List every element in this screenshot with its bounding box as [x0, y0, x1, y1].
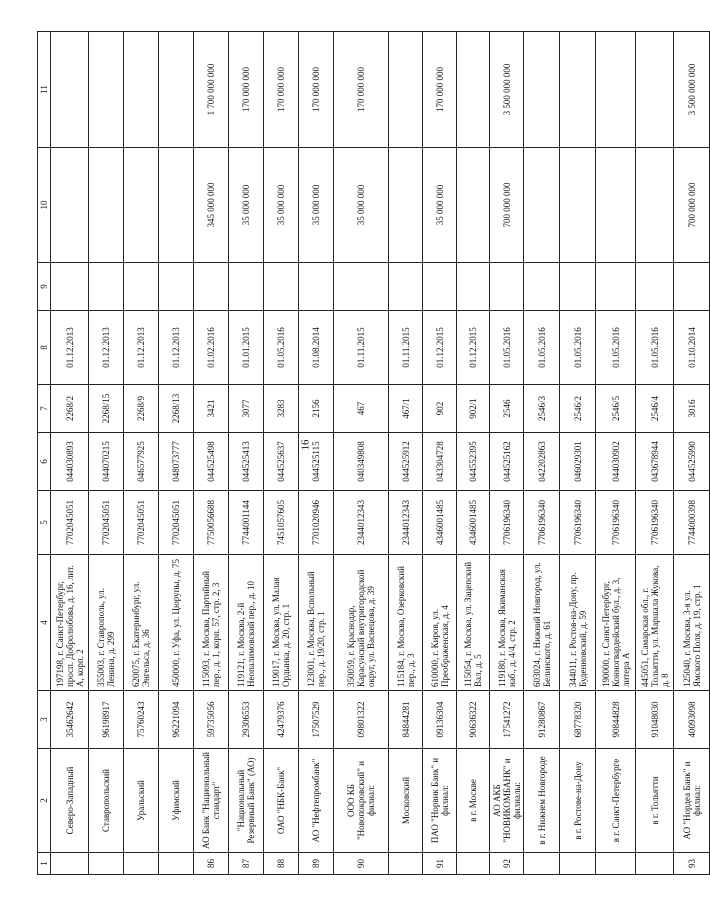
bank-name: ООО КБ "Новопокровский" и филиал:: [334, 749, 389, 853]
registration-number: 467: [334, 385, 389, 433]
table-row: [596, 32, 636, 875]
column-9-value: [560, 263, 596, 311]
table-row: [524, 32, 560, 875]
bik-code: 044525637: [264, 433, 299, 491]
inclusion-date: 01.12.2013: [124, 311, 159, 385]
column-10-value: [124, 148, 159, 263]
banks-table: [37, 31, 710, 875]
column-10-value: 35 000 000: [229, 148, 264, 263]
inclusion-date: 01.05.2016: [596, 311, 636, 385]
page-number-text: 16: [299, 439, 312, 451]
column-9-value: [636, 263, 674, 311]
registration-number: 2268/2: [51, 385, 89, 433]
okpo-code: 96221094: [159, 691, 194, 749]
column-9-value: [159, 263, 194, 311]
okpo-code: 91048030: [636, 691, 674, 749]
column-10-value: [51, 148, 89, 263]
column-10-value: 35 000 000: [423, 148, 457, 263]
row-number: 89: [299, 853, 334, 875]
bank-name: Северо-Западный: [51, 749, 89, 853]
column-9-value: [264, 263, 299, 311]
column-9-value: [490, 263, 524, 311]
inn-code: 7706196340: [560, 491, 596, 555]
column-10-value: [159, 148, 194, 263]
row-number: [560, 853, 596, 875]
column-11-value: [124, 32, 159, 148]
inclusion-date: 01.11.2015: [334, 311, 389, 385]
bank-name: в г. Санкт-Петербурге: [596, 749, 636, 853]
okpo-code: 96198917: [89, 691, 124, 749]
okpo-code: 17507529: [299, 691, 334, 749]
column-10-value: [389, 148, 423, 263]
bank-address: 115054, г. Москва, ул. Зацепский Вал, д. 5: [457, 555, 490, 691]
table-row: [389, 32, 423, 875]
column-11-value: 3 500 000 000: [490, 32, 524, 148]
row-number: 93: [674, 853, 710, 875]
bank-name: в г. Тольятти: [636, 749, 674, 853]
table-row: [89, 32, 124, 875]
bank-name: "Национальный Резервный Банк" (АО): [229, 749, 264, 853]
table-row: [124, 32, 159, 875]
bik-code: 043304728: [423, 433, 457, 491]
inn-code: 7744001144: [229, 491, 264, 555]
inclusion-date: 01.05.2016: [524, 311, 560, 385]
column-10-value: [560, 148, 596, 263]
inn-code: 4346001485: [423, 491, 457, 555]
table-row: [674, 32, 710, 875]
column-11-value: 1 700 000 000: [194, 32, 229, 148]
registration-number: 2546: [490, 385, 524, 433]
column-9-value: [674, 263, 710, 311]
registration-number: 2546/3: [524, 385, 560, 433]
okpo-code: 84844281: [389, 691, 423, 749]
okpo-code: 91280867: [524, 691, 560, 749]
inclusion-date: 01.02.2016: [194, 311, 229, 385]
okpo-code: 59735056: [194, 691, 229, 749]
column-9-value: [124, 263, 159, 311]
inclusion-date: 01.12.2013: [89, 311, 124, 385]
registration-number: 2156: [299, 385, 334, 433]
column-9-value: [194, 263, 229, 311]
okpo-code: 29306553: [229, 691, 264, 749]
column-11-value: [389, 32, 423, 148]
bank-name: ПАО "Норвик Банк" и филиал:: [423, 749, 457, 853]
bank-name: АО АКБ "НОВИКОМБАНК" и филиалы:: [490, 749, 524, 853]
bik-code: 042202863: [524, 433, 560, 491]
table-row: [299, 32, 334, 875]
rotated-table-wrapper: [37, 32, 702, 875]
bank-address: 344011, г. Ростов-на-Дону, пр. Буденновский, д. 59: [560, 555, 596, 691]
row-number: [636, 853, 674, 875]
column-header: 2: [38, 749, 51, 853]
inclusion-date: 01.12.2015: [457, 311, 490, 385]
okpo-code: 17541272: [490, 691, 524, 749]
bik-code: 044525498: [194, 433, 229, 491]
registration-number: 2268/13: [159, 385, 194, 433]
bank-name: Уфимский: [159, 749, 194, 853]
bank-address: 115184, г. Москва, Озерковский пер., д. 3: [389, 555, 423, 691]
inclusion-date: 01.05.2016: [264, 311, 299, 385]
inn-code: 7702045051: [159, 491, 194, 555]
bik-code: 043678944: [636, 433, 674, 491]
column-10-value: [89, 148, 124, 263]
column-9-value: [51, 263, 89, 311]
table-row: [457, 32, 490, 875]
registration-number: 3077: [229, 385, 264, 433]
table-row: [423, 32, 457, 875]
table-row: [490, 32, 524, 875]
bik-code: 044030902: [596, 433, 636, 491]
column-header: 3: [38, 691, 51, 749]
registration-number: 3421: [194, 385, 229, 433]
column-11-value: [636, 32, 674, 148]
inn-code: 7706196340: [596, 491, 636, 555]
okpo-code: 42479376: [264, 691, 299, 749]
bank-name: в г. Москве: [457, 749, 490, 853]
row-number: [51, 853, 89, 875]
table-row: [229, 32, 264, 875]
bik-code: 044552395: [457, 433, 490, 491]
row-number: 92: [490, 853, 524, 875]
inclusion-date: 01.10.2014: [674, 311, 710, 385]
column-11-value: 170 000 000: [334, 32, 389, 148]
inclusion-date: 01.11.2015: [389, 311, 423, 385]
column-11-value: [560, 32, 596, 148]
inclusion-date: 01.12.2013: [159, 311, 194, 385]
inclusion-date: 01.12.2013: [51, 311, 89, 385]
bank-name: в г. Нижнем Новгороде: [524, 749, 560, 853]
column-9-value: [299, 263, 334, 311]
row-number: 87: [229, 853, 264, 875]
bik-code: 048073777: [159, 433, 194, 491]
inn-code: 7701020946: [299, 491, 334, 555]
bank-address: 115093, г. Москва, Партийный пер., д. 1, корп. 57, стр. 2, 3: [194, 555, 229, 691]
bank-name: АО "Нефтепромбанк": [299, 749, 334, 853]
bik-code: 044525115: [299, 433, 334, 491]
bik-code: 044525912: [389, 433, 423, 491]
registration-number: 2546/2: [560, 385, 596, 433]
column-10-value: 35 000 000: [299, 148, 334, 263]
column-10-value: 700 000 000: [674, 148, 710, 263]
column-header: 9: [38, 263, 51, 311]
table-row: [194, 32, 229, 875]
column-11-value: 3 500 000 000: [674, 32, 710, 148]
row-number: 90: [334, 853, 389, 875]
table-row: [636, 32, 674, 875]
registration-number: 2268/15: [89, 385, 124, 433]
row-number: [457, 853, 490, 875]
bik-code: 044030893: [51, 433, 89, 491]
column-9-value: [423, 263, 457, 311]
row-number: 91: [423, 853, 457, 875]
column-header: 5: [38, 491, 51, 555]
okpo-code: 90844828: [596, 691, 636, 749]
registration-number: 3283: [264, 385, 299, 433]
row-number: 88: [264, 853, 299, 875]
row-number: [89, 853, 124, 875]
bank-name: Ставропольский: [89, 749, 124, 853]
column-9-value: [229, 263, 264, 311]
bank-address: 620075, г. Екатеринбург, ул. Энгельса, д. 36: [124, 555, 159, 691]
registration-number: 467/1: [389, 385, 423, 433]
bank-address: 119121, г. Москва, 2-й Неопалимовский пер., д. 10: [229, 555, 264, 691]
inn-code: 7706196340: [524, 491, 560, 555]
column-header: 11: [38, 32, 51, 148]
column-9-value: [524, 263, 560, 311]
inclusion-date: 01.01.2015: [229, 311, 264, 385]
inn-code: 7706196340: [490, 491, 524, 555]
column-10-value: [636, 148, 674, 263]
registration-number: 2268/9: [124, 385, 159, 433]
column-header: 10: [38, 148, 51, 263]
column-header: 1: [38, 853, 51, 875]
bank-name: Московский: [389, 749, 423, 853]
column-10-value: 345 000 000: [194, 148, 229, 263]
column-10-value: 35 000 000: [264, 148, 299, 263]
inclusion-date: 01.08.2014: [299, 311, 334, 385]
column-9-value: [89, 263, 124, 311]
registration-number: 2546/5: [596, 385, 636, 433]
bank-address: 450000, г. Уфа, ул. Цюрупы, д. 75: [159, 555, 194, 691]
bank-name: ОАО "НБК-Банк": [264, 749, 299, 853]
bank-name: Уральский: [124, 749, 159, 853]
inn-code: 7706196340: [636, 491, 674, 555]
bank-name: АО Банк "Национальный стандарт": [194, 749, 229, 853]
column-9-value: [389, 263, 423, 311]
table-row: [264, 32, 299, 875]
column-11-value: 170 000 000: [229, 32, 264, 148]
bik-code: 046577925: [124, 433, 159, 491]
bik-code: 044525162: [490, 433, 524, 491]
registration-number: 902/1: [457, 385, 490, 433]
okpo-code: 40093098: [674, 691, 710, 749]
registration-number: 3016: [674, 385, 710, 433]
column-10-value: [596, 148, 636, 263]
bank-address: 350059, г. Краснодар, Карасунский внутригородской округ, ул. Васнецова, д. 39: [334, 555, 389, 691]
bik-code: 044525413: [229, 433, 264, 491]
bank-name: в г. Ростове-на-Дону: [560, 749, 596, 853]
column-11-value: [159, 32, 194, 148]
inn-code: 4346001485: [457, 491, 490, 555]
okpo-code: 68778320: [560, 691, 596, 749]
bank-name: АО "Нордеа Банк" и филиал:: [674, 749, 710, 853]
inclusion-date: 01.05.2016: [636, 311, 674, 385]
column-10-value: 35 000 000: [334, 148, 389, 263]
row-number: [524, 853, 560, 875]
row-number: [124, 853, 159, 875]
row-number: [596, 853, 636, 875]
table-row: [51, 32, 89, 875]
column-11-value: 170 000 000: [423, 32, 457, 148]
registration-number: 2546/4: [636, 385, 674, 433]
column-11-value: [51, 32, 89, 148]
bik-code: 044525990: [674, 433, 710, 491]
okpo-code: 35462642: [51, 691, 89, 749]
column-header: 8: [38, 311, 51, 385]
bank-address: 197198, г. Санкт-Петербург, просп. Добролюбова, д. 16, лит. А, корп. 2: [51, 555, 89, 691]
bik-code: 040349808: [334, 433, 389, 491]
column-header: 7: [38, 385, 51, 433]
column-11-value: 170 000 000: [299, 32, 334, 148]
row-number: [389, 853, 423, 875]
inclusion-date: 01.12.2015: [423, 311, 457, 385]
column-11-value: [89, 32, 124, 148]
bank-address: 610000, г. Киров, ул. Преображенская, д. 4: [423, 555, 457, 691]
column-11-value: 170 000 000: [264, 32, 299, 148]
column-header: 6: [38, 433, 51, 491]
inn-code: 7702045051: [51, 491, 89, 555]
okpo-code: 75760243: [124, 691, 159, 749]
column-10-value: 700 000 000: [490, 148, 524, 263]
bank-address: 119017, г. Москва, ул. Малая Ордынка, д. 20, стр. 1: [264, 555, 299, 691]
bank-address: 355003, г. Ставрополь, ул. Ленина, д. 299: [89, 555, 124, 691]
bik-code: 044070215: [89, 433, 124, 491]
column-11-value: [524, 32, 560, 148]
inclusion-date: 01.05.2016: [560, 311, 596, 385]
inclusion-date: 01.05.2016: [490, 311, 524, 385]
row-number: 86: [194, 853, 229, 875]
column-10-value: [457, 148, 490, 263]
inn-code: 7744000398: [674, 491, 710, 555]
bik-code: 046029301: [560, 433, 596, 491]
bank-address: 119180, г. Москва, Якиманская наб., д. 4/4, стр. 2: [490, 555, 524, 691]
table-row: [159, 32, 194, 875]
column-11-value: [596, 32, 636, 148]
bank-address: 190000, г. Санкт-Петербург, Конногвардейский бул., д. 3, литера А: [596, 555, 636, 691]
inn-code: 7451057605: [264, 491, 299, 555]
column-11-value: [457, 32, 490, 148]
row-number: [159, 853, 194, 875]
inn-code: 7750056688: [194, 491, 229, 555]
okpo-code: 09136304: [423, 691, 457, 749]
column-9-value: [596, 263, 636, 311]
bank-address: 445051, Самарская обл., г. Тольятти, ул. Маршала Жукова, д. 8: [636, 555, 674, 691]
inn-code: 7702045051: [89, 491, 124, 555]
registration-number: 902: [423, 385, 457, 433]
okpo-code: 90636322: [457, 691, 490, 749]
bank-address: 125040, г. Москва, 3-я ул. Ямского Поля, д. 19, стр. 1: [674, 555, 710, 691]
table-row: [560, 32, 596, 875]
table-row: [334, 32, 389, 875]
inn-code: 7702045051: [124, 491, 159, 555]
bank-address: 123001, г. Москва, Вспольный пер., д. 19/20, стр. 1: [299, 555, 334, 691]
inn-code: 2344012343: [334, 491, 389, 555]
inn-code: 2344012343: [389, 491, 423, 555]
column-9-value: [334, 263, 389, 311]
column-header: 4: [38, 555, 51, 691]
column-9-value: [457, 263, 490, 311]
bank-address: 603024, г. Нижний Новгород, ул. Белинского, д. 61: [524, 555, 560, 691]
column-10-value: [524, 148, 560, 263]
table-header-row: [38, 32, 51, 875]
okpo-code: 09801322: [334, 691, 389, 749]
